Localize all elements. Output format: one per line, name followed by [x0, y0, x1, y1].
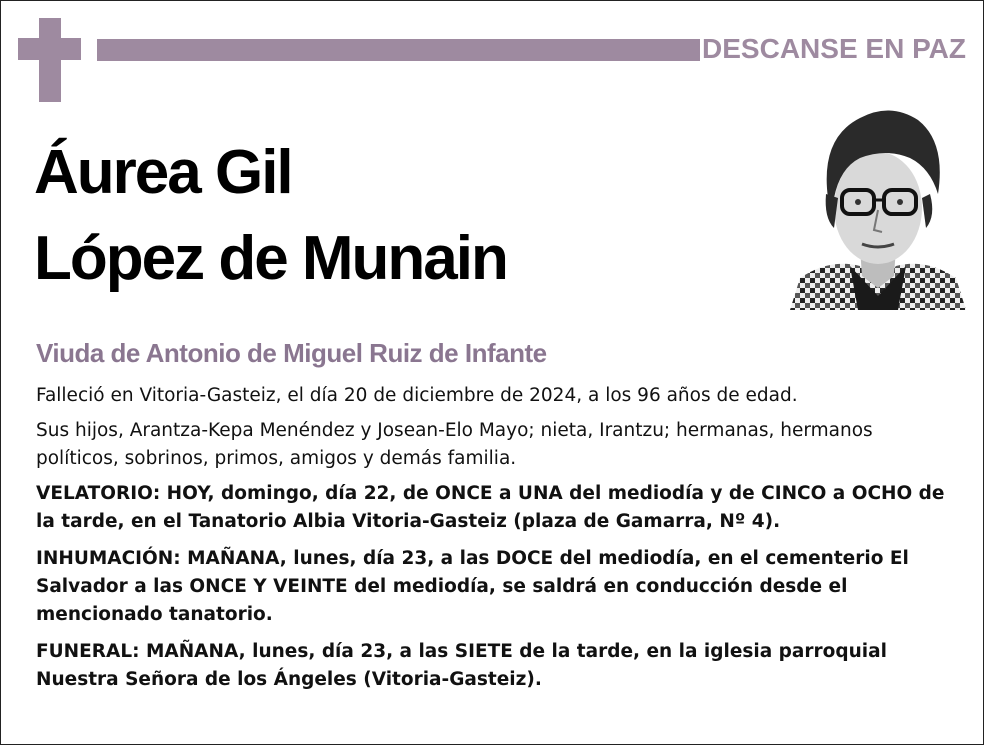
velatorio-notice: VELATORIO: HOY, domingo, día 22, de ONCE a UNA del mediodía y de CINCO a OCHO de la tarde, en el Tanatorio Albia Vitoria-Gasteiz (plaza de Gamarra, Nº 4). [36, 483, 945, 532]
deceased-name [34, 130, 774, 302]
funeral-notice: FUNERAL: MAÑANA, lunes, día 23, a las SIETE de la tarde, en la iglesia parroquial Nuestra Señora de los Ángeles (Vitoria-Gasteiz). [36, 641, 887, 690]
widow-of-subtitle: Viuda de Antonio de Miguel Ruiz de Infante [36, 338, 547, 368]
name-line-1: Áurea Gil [34, 138, 292, 207]
header-label: DESCANSE EN PAZ [702, 33, 966, 64]
family-notice: Sus hijos, Arantza-Kepa Menéndez y Josean-Elo Mayo; nieta, Irantzu; hermanas, hermanos políticos, sobrinos, primos, amigos y demás familia. [36, 420, 873, 469]
inhumacion-notice: INHUMACIÓN: MAÑANA, lunes, día 23, a las DOCE del mediodía, en el cementerio El Salvador a las ONCE Y VEINTE del mediodía, se saldrá en conducción desde el mencionado tanatorio. [36, 548, 909, 625]
death-notice: Falleció en Vitoria-Gasteiz, el día 20 de diciembre de 2024, a los 96 años de edad. [36, 385, 798, 406]
header-divider [97, 39, 700, 61]
name-line-2: López de Munain [34, 224, 507, 293]
obituary-body [36, 382, 956, 703]
portrait-photo [790, 98, 966, 310]
